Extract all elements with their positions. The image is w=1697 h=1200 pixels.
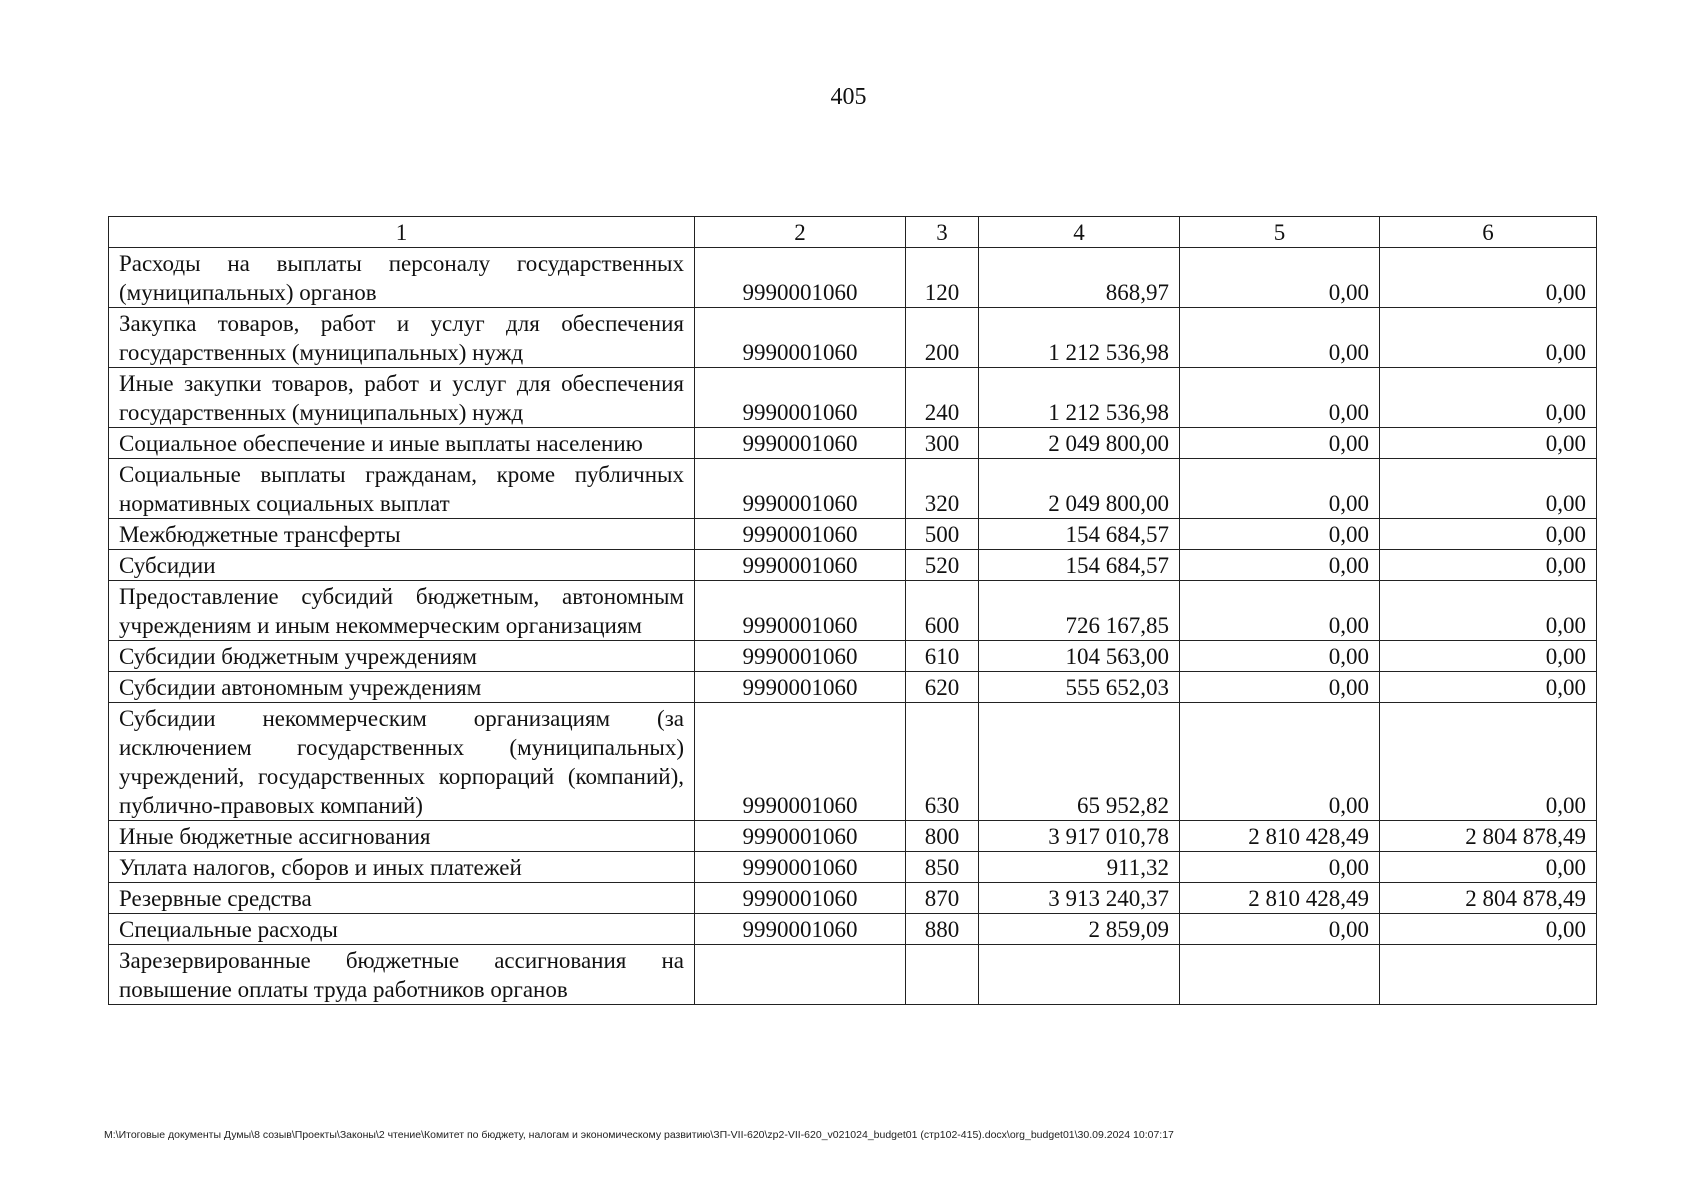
cell-amount-col6: 0,00 [1380,550,1597,581]
cell-name: Специальные расходы [109,914,695,945]
table-row [109,459,1597,519]
cell-expense-type: 320 [906,459,979,519]
cell-amount-col4: 3 913 240,37 [979,883,1180,914]
cell-amount-col4: 2 859,09 [979,914,1180,945]
budget-table [108,216,1597,1005]
cell-target-code: 9990001060 [695,914,906,945]
cell-target-code: 9990001060 [695,852,906,883]
table-row [109,852,1597,883]
cell-name: Зарезервированные бюджетные ассигнования на повышение оплаты труда работников органов [109,945,695,1005]
header-col-1: 1 [109,217,695,248]
cell-name: Межбюджетные трансферты [109,519,695,550]
cell-expense-type: 300 [906,428,979,459]
cell-target-code: 9990001060 [695,248,906,308]
cell-amount-col6: 0,00 [1380,519,1597,550]
cell-amount-col5: 2 810 428,49 [1180,883,1380,914]
cell-amount-col5: 0,00 [1180,248,1380,308]
cell-amount-col6: 0,00 [1380,248,1597,308]
cell-amount-col5: 2 810 428,49 [1180,821,1380,852]
cell-amount-col6: 0,00 [1380,703,1597,821]
cell-amount-col6: 0,00 [1380,581,1597,641]
cell-amount-col5: 0,00 [1180,852,1380,883]
cell-amount-col4: 2 049 800,00 [979,459,1180,519]
cell-name: Социальные выплаты гражданам, кроме публичных нормативных социальных выплат [109,459,695,519]
cell-expense-type: 120 [906,248,979,308]
cell-expense-type: 800 [906,821,979,852]
header-col-3: 3 [906,217,979,248]
table-body [109,248,1597,1005]
cell-amount-col4: 154 684,57 [979,519,1180,550]
cell-target-code: 9990001060 [695,672,906,703]
cell-target-code: 9990001060 [695,821,906,852]
cell-amount-col6: 0,00 [1380,459,1597,519]
cell-target-code: 9990001060 [695,550,906,581]
cell-expense-type: 870 [906,883,979,914]
page-number: 405 [830,84,867,110]
cell-expense-type: 850 [906,852,979,883]
cell-amount-col4: 65 952,82 [979,703,1180,821]
table-header-row [109,217,1597,248]
cell-name: Иные бюджетные ассигнования [109,821,695,852]
cell-name: Иные закупки товаров, работ и услуг для обеспечения государственных (муниципальных) нужд [109,368,695,428]
cell-expense-type: 630 [906,703,979,821]
table-row [109,945,1597,1005]
cell-amount-col4 [979,945,1180,1005]
cell-amount-col5: 0,00 [1180,703,1380,821]
cell-amount-col4: 911,32 [979,852,1180,883]
cell-expense-type: 620 [906,672,979,703]
header-col-5: 5 [1180,217,1380,248]
cell-amount-col4: 104 563,00 [979,641,1180,672]
cell-target-code: 9990001060 [695,641,906,672]
table-row [109,519,1597,550]
cell-amount-col5: 0,00 [1180,368,1380,428]
cell-amount-col5 [1180,945,1380,1005]
table-row [109,308,1597,368]
cell-name: Субсидии некоммерческим организациям (за исключением государственных (муниципальных) учреждений, государственных корпораций (компаний), публично-правовых компаний) [109,703,695,821]
cell-name: Расходы на выплаты персоналу государственных (муниципальных) органов [109,248,695,308]
cell-amount-col4: 726 167,85 [979,581,1180,641]
cell-amount-col6: 0,00 [1380,308,1597,368]
cell-name: Социальное обеспечение и иные выплаты населению [109,428,695,459]
cell-amount-col5: 0,00 [1180,672,1380,703]
cell-amount-col6: 2 804 878,49 [1380,821,1597,852]
cell-target-code: 9990001060 [695,308,906,368]
cell-amount-col5: 0,00 [1180,581,1380,641]
cell-expense-type [906,945,979,1005]
cell-amount-col4: 154 684,57 [979,550,1180,581]
cell-amount-col6: 0,00 [1380,852,1597,883]
cell-name: Резервные средства [109,883,695,914]
cell-name: Субсидии бюджетным учреждениям [109,641,695,672]
cell-name: Закупка товаров, работ и услуг для обеспечения государственных (муниципальных) нужд [109,308,695,368]
table-row [109,248,1597,308]
cell-target-code: 9990001060 [695,459,906,519]
cell-target-code: 9990001060 [695,703,906,821]
table-row [109,550,1597,581]
file-path-footer: M:\Итоговые документы Думы\8 созыв\Проекты\Законы\2 чтение\Комитет по бюджету, налогам и экономическому развитию\ЗП-VII-620\zp2-VII-620_v021024_budget01 (стр102-415).docx\org_budget01\30.09.2024 10:07:17 [104,1129,1174,1141]
cell-name: Субсидии автономным учреждениям [109,672,695,703]
table-row [109,641,1597,672]
table-row [109,914,1597,945]
cell-expense-type: 600 [906,581,979,641]
table-row [109,368,1597,428]
cell-amount-col6 [1380,945,1597,1005]
cell-target-code: 9990001060 [695,368,906,428]
cell-amount-col4: 3 917 010,78 [979,821,1180,852]
cell-expense-type: 500 [906,519,979,550]
table-row [109,821,1597,852]
table-row [109,703,1597,821]
cell-amount-col5: 0,00 [1180,550,1380,581]
cell-amount-col4: 2 049 800,00 [979,428,1180,459]
table-row [109,672,1597,703]
cell-expense-type: 880 [906,914,979,945]
cell-amount-col6: 0,00 [1380,914,1597,945]
cell-amount-col5: 0,00 [1180,519,1380,550]
cell-amount-col5: 0,00 [1180,459,1380,519]
cell-target-code: 9990001060 [695,883,906,914]
cell-amount-col4: 555 652,03 [979,672,1180,703]
cell-name: Уплата налогов, сборов и иных платежей [109,852,695,883]
cell-amount-col6: 2 804 878,49 [1380,883,1597,914]
cell-amount-col5: 0,00 [1180,308,1380,368]
cell-amount-col6: 0,00 [1380,672,1597,703]
cell-target-code: 9990001060 [695,519,906,550]
header-col-4: 4 [979,217,1180,248]
cell-target-code [695,945,906,1005]
cell-expense-type: 520 [906,550,979,581]
cell-expense-type: 200 [906,308,979,368]
cell-expense-type: 240 [906,368,979,428]
table-row [109,428,1597,459]
header-col-2: 2 [695,217,906,248]
cell-amount-col4: 1 212 536,98 [979,308,1180,368]
cell-amount-col4: 868,97 [979,248,1180,308]
cell-amount-col6: 0,00 [1380,368,1597,428]
cell-amount-col5: 0,00 [1180,428,1380,459]
cell-amount-col6: 0,00 [1380,641,1597,672]
cell-amount-col5: 0,00 [1180,914,1380,945]
cell-amount-col5: 0,00 [1180,641,1380,672]
cell-target-code: 9990001060 [695,581,906,641]
table-row [109,581,1597,641]
cell-amount-col4: 1 212 536,98 [979,368,1180,428]
table-row [109,883,1597,914]
cell-name: Предоставление субсидий бюджетным, автономным учреждениям и иным некоммерческим организациям [109,581,695,641]
cell-name: Субсидии [109,550,695,581]
cell-target-code: 9990001060 [695,428,906,459]
cell-amount-col6: 0,00 [1380,428,1597,459]
header-col-6: 6 [1380,217,1597,248]
cell-expense-type: 610 [906,641,979,672]
